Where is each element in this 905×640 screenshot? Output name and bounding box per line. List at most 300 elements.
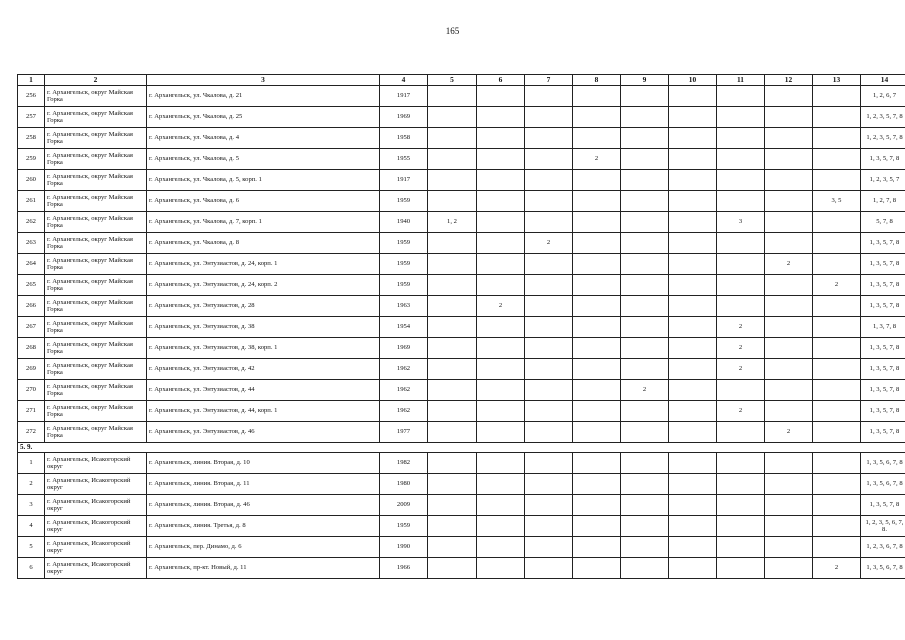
col10-cell bbox=[669, 422, 717, 443]
table-row bbox=[18, 317, 905, 338]
col14-cell: 1, 3, 5, 7, 8 bbox=[861, 254, 905, 275]
col12-cell bbox=[765, 338, 813, 359]
col7-cell bbox=[525, 86, 573, 107]
col11-cell bbox=[717, 191, 765, 212]
col5-cell bbox=[428, 537, 477, 558]
address-cell: г. Архангельск, ул. Чкалова, д. 6 bbox=[147, 191, 380, 212]
col6-cell bbox=[477, 537, 525, 558]
col6-cell bbox=[477, 128, 525, 149]
column-header: 9 bbox=[621, 75, 669, 86]
table-row bbox=[18, 212, 905, 233]
col12-cell bbox=[765, 296, 813, 317]
col14-cell: 1, 3, 5, 7, 8 bbox=[861, 380, 905, 401]
col8-cell bbox=[573, 338, 621, 359]
column-header: 11 bbox=[717, 75, 765, 86]
col8-cell bbox=[573, 212, 621, 233]
address-cell: г. Архангельск, ул. Энтузиастов, д. 46 bbox=[147, 422, 380, 443]
col12-cell bbox=[765, 149, 813, 170]
col5-cell bbox=[428, 474, 477, 495]
column-header: 8 bbox=[573, 75, 621, 86]
row-number: 263 bbox=[18, 233, 45, 254]
col10-cell bbox=[669, 474, 717, 495]
district-cell: г. Архангельск, округ Майская Горка bbox=[45, 359, 147, 380]
address-cell: г. Архангельск, линия. Третья, д. 8 bbox=[147, 516, 380, 537]
col5-cell bbox=[428, 516, 477, 537]
col14-cell: 1, 3, 5, 7, 8 bbox=[861, 359, 905, 380]
col10-cell bbox=[669, 86, 717, 107]
col13-cell bbox=[813, 359, 861, 380]
col11-cell bbox=[717, 495, 765, 516]
table-row bbox=[18, 401, 905, 422]
col14-cell: 1, 3, 5, 6, 7, 8 bbox=[861, 474, 905, 495]
district-cell: г. Архангельск, округ Майская Горка bbox=[45, 233, 147, 254]
col7-cell bbox=[525, 453, 573, 474]
year-cell: 1962 bbox=[380, 401, 428, 422]
col7-cell bbox=[525, 401, 573, 422]
col9-cell bbox=[621, 170, 669, 191]
address-cell: г. Архангельск, ул. Энтузиастов, д. 24, корп. 2 bbox=[147, 275, 380, 296]
col11-cell bbox=[717, 296, 765, 317]
col13-cell bbox=[813, 107, 861, 128]
col7-cell bbox=[525, 474, 573, 495]
col12-cell bbox=[765, 359, 813, 380]
table-row bbox=[18, 191, 905, 212]
col10-cell bbox=[669, 359, 717, 380]
year-cell: 1955 bbox=[380, 149, 428, 170]
table-row bbox=[18, 516, 905, 537]
col9-cell bbox=[621, 422, 669, 443]
address-cell: г. Архангельск, ул. Энтузиастов, д. 38, корп. 1 bbox=[147, 338, 380, 359]
section-row bbox=[18, 443, 905, 453]
col5-cell bbox=[428, 338, 477, 359]
col13-cell: 2 bbox=[813, 558, 861, 579]
district-cell: г. Архангельск, округ Майская Горка bbox=[45, 317, 147, 338]
district-cell: г. Архангельск, округ Майская Горка bbox=[45, 254, 147, 275]
col13-cell bbox=[813, 86, 861, 107]
col12-cell bbox=[765, 170, 813, 191]
col13-cell: 2 bbox=[813, 275, 861, 296]
year-cell: 1969 bbox=[380, 107, 428, 128]
column-header: 12 bbox=[765, 75, 813, 86]
col9-cell bbox=[621, 212, 669, 233]
year-cell: 1917 bbox=[380, 86, 428, 107]
col12-cell bbox=[765, 275, 813, 296]
col5-cell bbox=[428, 170, 477, 191]
col10-cell bbox=[669, 453, 717, 474]
column-header: 2 bbox=[45, 75, 147, 86]
col8-cell bbox=[573, 191, 621, 212]
table-row bbox=[18, 149, 905, 170]
col11-cell bbox=[717, 422, 765, 443]
year-cell: 1959 bbox=[380, 275, 428, 296]
col9-cell bbox=[621, 191, 669, 212]
col5-cell bbox=[428, 107, 477, 128]
row-number: 6 bbox=[18, 558, 45, 579]
col9-cell bbox=[621, 128, 669, 149]
col14-cell: 1, 3, 7, 8 bbox=[861, 317, 905, 338]
table-row bbox=[18, 275, 905, 296]
table-row bbox=[18, 233, 905, 254]
address-cell: г. Архангельск, пер. Динамо, д. 6 bbox=[147, 537, 380, 558]
col9-cell bbox=[621, 401, 669, 422]
col13-cell bbox=[813, 453, 861, 474]
col12-cell bbox=[765, 558, 813, 579]
col14-cell: 1, 2, 3, 5, 7, 8 bbox=[861, 128, 905, 149]
col14-cell: 1, 2, 3, 6, 7, 8 bbox=[861, 537, 905, 558]
address-cell: г. Архангельск, линия. Вторая, д. 46 bbox=[147, 495, 380, 516]
col10-cell bbox=[669, 233, 717, 254]
col13-cell bbox=[813, 170, 861, 191]
col12-cell bbox=[765, 107, 813, 128]
col11-cell bbox=[717, 86, 765, 107]
col5-cell bbox=[428, 296, 477, 317]
district-cell: г. Архангельск, округ Майская Горка bbox=[45, 170, 147, 191]
year-cell: 1980 bbox=[380, 474, 428, 495]
col8-cell bbox=[573, 275, 621, 296]
col8-cell bbox=[573, 558, 621, 579]
col6-cell bbox=[477, 254, 525, 275]
col12-cell: 2 bbox=[765, 254, 813, 275]
col7-cell bbox=[525, 338, 573, 359]
year-cell: 1966 bbox=[380, 558, 428, 579]
col7-cell bbox=[525, 317, 573, 338]
col5-cell bbox=[428, 191, 477, 212]
col6-cell bbox=[477, 474, 525, 495]
section-label: 5. 9. bbox=[18, 443, 905, 453]
address-cell: г. Архангельск, ул. Чкалова, д. 4 bbox=[147, 128, 380, 149]
col13-cell bbox=[813, 401, 861, 422]
table-row bbox=[18, 359, 905, 380]
col10-cell bbox=[669, 296, 717, 317]
col11-cell bbox=[717, 558, 765, 579]
row-number: 266 bbox=[18, 296, 45, 317]
col8-cell: 2 bbox=[573, 149, 621, 170]
row-number: 261 bbox=[18, 191, 45, 212]
address-cell: г. Архангельск, ул. Энтузиастов, д. 44 bbox=[147, 380, 380, 401]
col11-cell bbox=[717, 128, 765, 149]
col10-cell bbox=[669, 516, 717, 537]
col11-cell: 2 bbox=[717, 359, 765, 380]
col14-cell: 1, 2, 3, 5, 7, 8 bbox=[861, 107, 905, 128]
col8-cell bbox=[573, 495, 621, 516]
col11-cell: 3 bbox=[717, 212, 765, 233]
col14-cell: 1, 3, 5, 7, 8 bbox=[861, 401, 905, 422]
year-cell: 1990 bbox=[380, 537, 428, 558]
col5-cell bbox=[428, 558, 477, 579]
col5-cell: 1, 2 bbox=[428, 212, 477, 233]
col12-cell bbox=[765, 495, 813, 516]
col7-cell bbox=[525, 107, 573, 128]
col8-cell bbox=[573, 516, 621, 537]
col13-cell bbox=[813, 128, 861, 149]
col14-cell: 5, 7, 8 bbox=[861, 212, 905, 233]
col12-cell bbox=[765, 86, 813, 107]
table-row bbox=[18, 422, 905, 443]
district-cell: г. Архангельск, Исакогорский округ bbox=[45, 516, 147, 537]
district-cell: г. Архангельск, округ Майская Горка bbox=[45, 401, 147, 422]
year-cell: 1963 bbox=[380, 296, 428, 317]
col5-cell bbox=[428, 275, 477, 296]
address-cell: г. Архангельск, ул. Энтузиастов, д. 38 bbox=[147, 317, 380, 338]
col7-cell bbox=[525, 537, 573, 558]
col9-cell bbox=[621, 359, 669, 380]
col7-cell bbox=[525, 254, 573, 275]
col10-cell bbox=[669, 128, 717, 149]
col13-cell bbox=[813, 380, 861, 401]
col12-cell bbox=[765, 191, 813, 212]
year-cell: 1982 bbox=[380, 453, 428, 474]
col12-cell bbox=[765, 317, 813, 338]
row-number: 257 bbox=[18, 107, 45, 128]
col9-cell bbox=[621, 107, 669, 128]
col5-cell bbox=[428, 86, 477, 107]
col9-cell bbox=[621, 516, 669, 537]
col13-cell bbox=[813, 233, 861, 254]
col14-cell: 1, 3, 5, 7, 8 bbox=[861, 233, 905, 254]
col12-cell bbox=[765, 128, 813, 149]
row-number: 5 bbox=[18, 537, 45, 558]
col10-cell bbox=[669, 495, 717, 516]
year-cell: 1954 bbox=[380, 317, 428, 338]
col11-cell bbox=[717, 107, 765, 128]
col7-cell bbox=[525, 170, 573, 191]
district-cell: г. Архангельск, Исакогорский округ bbox=[45, 495, 147, 516]
col10-cell bbox=[669, 317, 717, 338]
column-header: 5 bbox=[428, 75, 477, 86]
col5-cell bbox=[428, 380, 477, 401]
year-cell: 1959 bbox=[380, 254, 428, 275]
col9-cell: 2 bbox=[621, 380, 669, 401]
col13-cell bbox=[813, 317, 861, 338]
address-cell: г. Архангельск, ул. Энтузиастов, д. 44, корп. 1 bbox=[147, 401, 380, 422]
address-cell: г. Архангельск, линия. Вторая, д. 11 bbox=[147, 474, 380, 495]
col10-cell bbox=[669, 558, 717, 579]
column-header: 1 bbox=[18, 75, 45, 86]
col5-cell bbox=[428, 149, 477, 170]
row-number: 2 bbox=[18, 474, 45, 495]
housing-table bbox=[17, 74, 905, 579]
table-row bbox=[18, 495, 905, 516]
col6-cell bbox=[477, 170, 525, 191]
year-cell: 1962 bbox=[380, 380, 428, 401]
address-cell: г. Архангельск, ул. Чкалова, д. 25 bbox=[147, 107, 380, 128]
col11-cell bbox=[717, 254, 765, 275]
district-cell: г. Архангельск, округ Майская Горка bbox=[45, 212, 147, 233]
col9-cell bbox=[621, 296, 669, 317]
col6-cell: 2 bbox=[477, 296, 525, 317]
table-row bbox=[18, 86, 905, 107]
col10-cell bbox=[669, 254, 717, 275]
row-number: 270 bbox=[18, 380, 45, 401]
col7-cell bbox=[525, 516, 573, 537]
col5-cell bbox=[428, 254, 477, 275]
column-header: 7 bbox=[525, 75, 573, 86]
col10-cell bbox=[669, 338, 717, 359]
district-cell: г. Архангельск, Исакогорский округ bbox=[45, 537, 147, 558]
col11-cell bbox=[717, 233, 765, 254]
col9-cell bbox=[621, 474, 669, 495]
column-header: 3 bbox=[147, 75, 380, 86]
table-row bbox=[18, 107, 905, 128]
row-number: 260 bbox=[18, 170, 45, 191]
column-header: 13 bbox=[813, 75, 861, 86]
col10-cell bbox=[669, 107, 717, 128]
district-cell: г. Архангельск, Исакогорский округ bbox=[45, 474, 147, 495]
district-cell: г. Архангельск, округ Майская Горка bbox=[45, 107, 147, 128]
col7-cell bbox=[525, 149, 573, 170]
col8-cell bbox=[573, 128, 621, 149]
address-cell: г. Архангельск, ул. Энтузиастов, д. 28 bbox=[147, 296, 380, 317]
col8-cell bbox=[573, 422, 621, 443]
district-cell: г. Архангельск, округ Майская Горка bbox=[45, 275, 147, 296]
col9-cell bbox=[621, 233, 669, 254]
district-cell: г. Архангельск, Исакогорский округ bbox=[45, 558, 147, 579]
col14-cell: 1, 2, 6, 7 bbox=[861, 86, 905, 107]
address-cell: г. Архангельск, ул. Чкалова, д. 8 bbox=[147, 233, 380, 254]
col5-cell bbox=[428, 495, 477, 516]
col11-cell: 2 bbox=[717, 338, 765, 359]
col9-cell bbox=[621, 338, 669, 359]
address-cell: г. Архангельск, пр-кт. Новый, д. 11 bbox=[147, 558, 380, 579]
row-number: 268 bbox=[18, 338, 45, 359]
column-header: 4 bbox=[380, 75, 428, 86]
col14-cell: 1, 3, 5, 7, 8 bbox=[861, 495, 905, 516]
col13-cell bbox=[813, 495, 861, 516]
col7-cell bbox=[525, 296, 573, 317]
district-cell: г. Архангельск, Исакогорский округ bbox=[45, 453, 147, 474]
col6-cell bbox=[477, 107, 525, 128]
col12-cell bbox=[765, 474, 813, 495]
col6-cell bbox=[477, 338, 525, 359]
district-cell: г. Архангельск, округ Майская Горка bbox=[45, 296, 147, 317]
section-group bbox=[18, 443, 905, 453]
row-number: 3 bbox=[18, 495, 45, 516]
col12-cell: 2 bbox=[765, 422, 813, 443]
col6-cell bbox=[477, 233, 525, 254]
col7-cell bbox=[525, 191, 573, 212]
col9-cell bbox=[621, 495, 669, 516]
col10-cell bbox=[669, 170, 717, 191]
address-cell: г. Архангельск, ул. Энтузиастов, д. 24, корп. 1 bbox=[147, 254, 380, 275]
address-cell: г. Архангельск, ул. Чкалова, д. 21 bbox=[147, 86, 380, 107]
col11-cell bbox=[717, 516, 765, 537]
address-cell: г. Архангельск, ул. Чкалова, д. 5 bbox=[147, 149, 380, 170]
col14-cell: 1, 3, 5, 7, 8 bbox=[861, 422, 905, 443]
col5-cell bbox=[428, 359, 477, 380]
col11-cell bbox=[717, 380, 765, 401]
col8-cell bbox=[573, 233, 621, 254]
col7-cell bbox=[525, 422, 573, 443]
table-row bbox=[18, 474, 905, 495]
col8-cell bbox=[573, 401, 621, 422]
year-cell: 1917 bbox=[380, 170, 428, 191]
table-row bbox=[18, 453, 905, 474]
col9-cell bbox=[621, 149, 669, 170]
row-number: 265 bbox=[18, 275, 45, 296]
col13-cell bbox=[813, 296, 861, 317]
header-row bbox=[18, 75, 905, 86]
col11-cell: 2 bbox=[717, 317, 765, 338]
col11-cell bbox=[717, 275, 765, 296]
col9-cell bbox=[621, 254, 669, 275]
row-number: 264 bbox=[18, 254, 45, 275]
table-row bbox=[18, 296, 905, 317]
col9-cell bbox=[621, 86, 669, 107]
col5-cell bbox=[428, 128, 477, 149]
address-cell: г. Архангельск, ул. Чкалова, д. 5, корп. 1 bbox=[147, 170, 380, 191]
col6-cell bbox=[477, 422, 525, 443]
row-number: 1 bbox=[18, 453, 45, 474]
col14-cell: 1, 3, 5, 7, 8 bbox=[861, 296, 905, 317]
col13-cell bbox=[813, 212, 861, 233]
column-header: 10 bbox=[669, 75, 717, 86]
col14-cell: 1, 3, 5, 7, 8 bbox=[861, 338, 905, 359]
col6-cell bbox=[477, 86, 525, 107]
col8-cell bbox=[573, 453, 621, 474]
year-cell: 1977 bbox=[380, 422, 428, 443]
col8-cell bbox=[573, 86, 621, 107]
col12-cell bbox=[765, 380, 813, 401]
col6-cell bbox=[477, 317, 525, 338]
year-cell: 1958 bbox=[380, 128, 428, 149]
district-cell: г. Архангельск, округ Майская Горка bbox=[45, 338, 147, 359]
row-number: 272 bbox=[18, 422, 45, 443]
col11-cell bbox=[717, 537, 765, 558]
district-cell: г. Архангельск, округ Майская Горка bbox=[45, 86, 147, 107]
col12-cell bbox=[765, 453, 813, 474]
col6-cell bbox=[477, 380, 525, 401]
col13-cell bbox=[813, 254, 861, 275]
col8-cell bbox=[573, 537, 621, 558]
row-number: 256 bbox=[18, 86, 45, 107]
table-body-group-b bbox=[18, 453, 905, 579]
table-row bbox=[18, 170, 905, 191]
col9-cell bbox=[621, 537, 669, 558]
col6-cell bbox=[477, 359, 525, 380]
row-number: 4 bbox=[18, 516, 45, 537]
col8-cell bbox=[573, 380, 621, 401]
col8-cell bbox=[573, 296, 621, 317]
col13-cell bbox=[813, 516, 861, 537]
col8-cell bbox=[573, 170, 621, 191]
col8-cell bbox=[573, 254, 621, 275]
col6-cell bbox=[477, 191, 525, 212]
col13-cell bbox=[813, 422, 861, 443]
col7-cell bbox=[525, 128, 573, 149]
col14-cell: 1, 3, 5, 7, 8 bbox=[861, 275, 905, 296]
col7-cell bbox=[525, 380, 573, 401]
table-body-group-a bbox=[18, 86, 905, 443]
year-cell: 1969 bbox=[380, 338, 428, 359]
col5-cell bbox=[428, 422, 477, 443]
col14-cell: 1, 3, 5, 6, 7, 8 bbox=[861, 558, 905, 579]
col5-cell bbox=[428, 401, 477, 422]
col7-cell bbox=[525, 359, 573, 380]
row-number: 258 bbox=[18, 128, 45, 149]
col7-cell bbox=[525, 558, 573, 579]
col6-cell bbox=[477, 453, 525, 474]
col8-cell bbox=[573, 474, 621, 495]
col7-cell bbox=[525, 495, 573, 516]
col12-cell bbox=[765, 233, 813, 254]
col6-cell bbox=[477, 495, 525, 516]
col12-cell bbox=[765, 401, 813, 422]
col12-cell bbox=[765, 212, 813, 233]
district-cell: г. Архангельск, округ Майская Горка bbox=[45, 149, 147, 170]
col5-cell bbox=[428, 453, 477, 474]
col6-cell bbox=[477, 516, 525, 537]
district-cell: г. Архангельск, округ Майская Горка bbox=[45, 191, 147, 212]
